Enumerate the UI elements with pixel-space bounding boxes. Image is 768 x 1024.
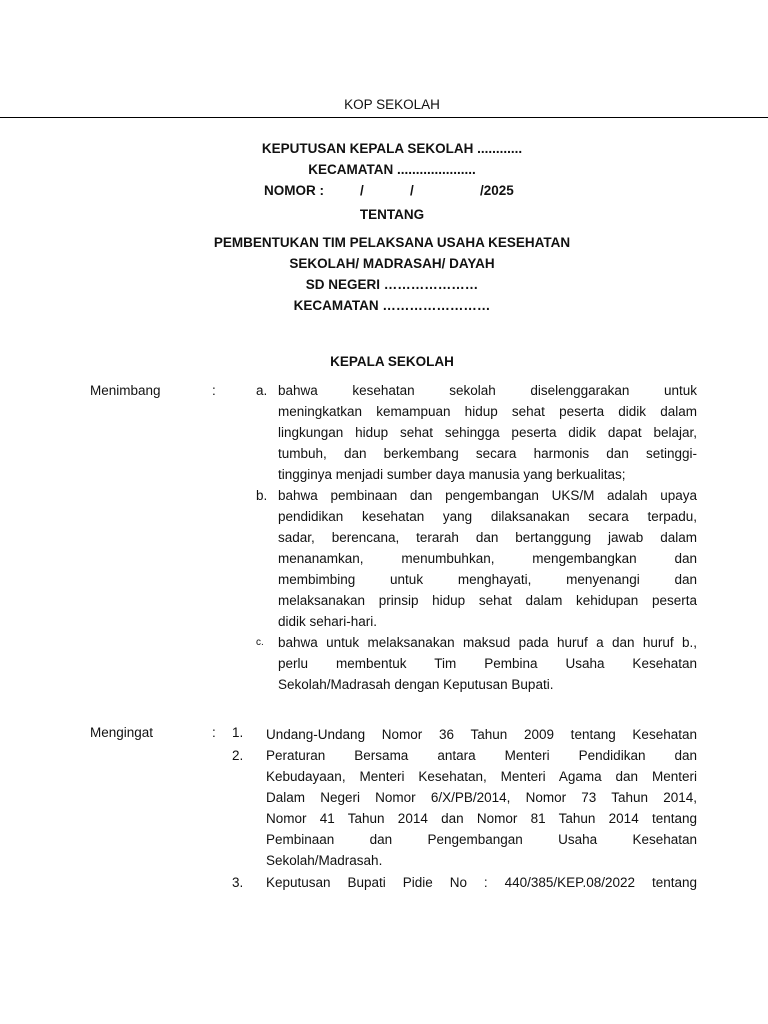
text-line: Pembinaan dan Pengembangan Usaha Kesehatan bbox=[266, 832, 697, 847]
letterhead-divider bbox=[0, 117, 768, 118]
mengingat-item-2 bbox=[266, 745, 697, 871]
menimbang-colon: : bbox=[212, 383, 216, 398]
text-line: perlu membentuk Tim Pembina Usaha Kesehatan bbox=[278, 656, 697, 671]
text-line: Nomor 41 Tahun 2014 dan Nomor 81 Tahun 2014 tentang bbox=[266, 811, 697, 826]
text-line: meningkatkan kemampuan hidup sehat peserta didik dalam bbox=[278, 404, 697, 419]
subject-line-2: SEKOLAH/ MADRASAH/ DAYAH bbox=[289, 256, 495, 271]
menimbang-item-c bbox=[278, 632, 697, 695]
nomor-slash-2: / bbox=[410, 183, 414, 198]
text-line: membimbing untuk menghayati, menyenangi dan bbox=[278, 572, 697, 587]
text-line: menanamkan, menumbuhkan, mengembangkan dan bbox=[278, 551, 697, 566]
mengingat-marker-3: 3. bbox=[232, 875, 244, 890]
text-line: melaksanakan prinsip hidup sehat dalam kehidupan peserta bbox=[278, 593, 697, 608]
text-line: bahwa pembinaan dan pengembangan UKS/M adalah upaya bbox=[278, 488, 697, 503]
mengingat-marker-2: 2. bbox=[232, 748, 244, 763]
text-line: lingkungan hidup sehat sehingga peserta didik dapat belajar, bbox=[278, 425, 697, 440]
mengingat-colon: : bbox=[212, 725, 216, 740]
subject-line-3: SD NEGERI ………………… bbox=[305, 277, 479, 292]
menimbang-item-a bbox=[278, 380, 697, 485]
mengingat-item-3 bbox=[266, 872, 697, 893]
subject-line-1: PEMBENTUKAN TIM PELAKSANA USAHA KESEHATAN bbox=[213, 235, 571, 250]
decree-title: KEPUTUSAN KEPALA SEKOLAH ............ bbox=[261, 141, 523, 156]
text-line: bahwa untuk melaksanakan maksud pada huruf a dan huruf b., bbox=[278, 635, 697, 650]
nomor-label: NOMOR : bbox=[264, 183, 324, 198]
decree-district: KECAMATAN ..................... bbox=[308, 162, 476, 177]
text-line: Undang-Undang Nomor 36 Tahun 2009 tentang Kesehatan bbox=[266, 727, 697, 742]
menimbang-marker-b: b. bbox=[256, 488, 268, 503]
text-line: pendidikan kesehatan yang dilaksanakan secara terpadu, bbox=[278, 509, 697, 524]
menimbang-marker-a: a. bbox=[256, 383, 268, 398]
text-line: Kebudayaan, Menteri Kesehatan, Menteri Agama dan Menteri bbox=[266, 769, 697, 784]
nomor-slash-1: / bbox=[360, 183, 364, 198]
letterhead-placeholder: KOP SEKOLAH bbox=[344, 97, 440, 112]
text-line: Dalam Negeri Nomor 6/X/PB/2014, Nomor 73 Tahun 2014, bbox=[266, 790, 697, 805]
nomor-year: /2025 bbox=[480, 183, 514, 198]
text-line: didik sehari-hari. bbox=[278, 614, 378, 629]
text-line: tumbuh, dan berkembang secara harmonis dan setinggi- bbox=[278, 446, 697, 461]
menimbang-marker-c: c. bbox=[256, 637, 264, 648]
text-line: tingginya menjadi sumber daya manusia yang berkualitas; bbox=[278, 467, 626, 482]
text-line: Sekolah/Madrasah. bbox=[266, 853, 383, 868]
mengingat-marker-1: 1. bbox=[232, 725, 244, 740]
menimbang-label: Menimbang bbox=[90, 383, 161, 398]
text-line: bahwa kesehatan sekolah diselenggarakan untuk bbox=[278, 383, 697, 398]
subject-line-4: KECAMATAN …………………… bbox=[293, 298, 491, 313]
menimbang-item-b bbox=[278, 485, 697, 632]
text-line: Sekolah/Madrasah dengan Keputusan Bupati. bbox=[278, 677, 554, 692]
kepala-sekolah-heading: KEPALA SEKOLAH bbox=[330, 354, 454, 369]
text-line: sadar, berencana, terarah dan bertanggung jawab dalam bbox=[278, 530, 697, 545]
mengingat-label: Mengingat bbox=[90, 725, 154, 740]
mengingat-item-1 bbox=[266, 724, 697, 745]
text-line: Keputusan Bupati Pidie No : 440/385/KEP.08/2022 tentang bbox=[266, 875, 697, 890]
text-line: Peraturan Bersama antara Menteri Pendidikan dan bbox=[266, 748, 697, 763]
tentang-heading: TENTANG bbox=[359, 207, 425, 222]
